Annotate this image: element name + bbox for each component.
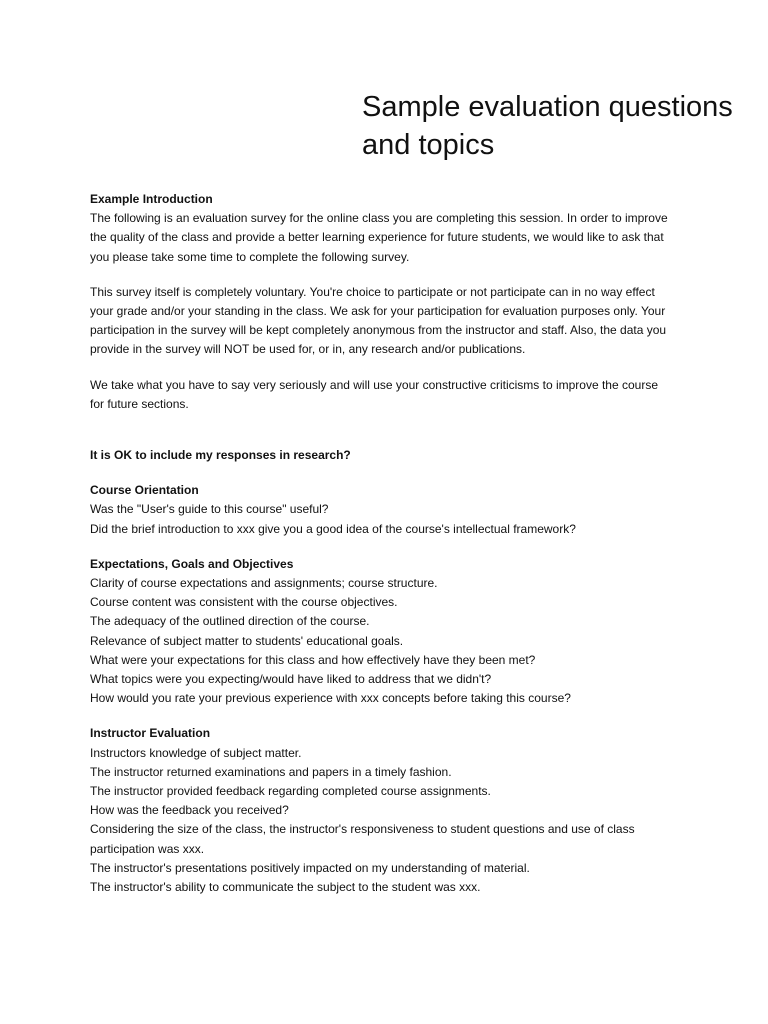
list-item: The instructor provided feedback regarding completed course assignments.: [90, 784, 491, 799]
list-item: What topics were you expecting/would have liked to address that we didn't?: [90, 672, 492, 687]
document-body: [90, 190, 675, 897]
list-item: Clarity of course expectations and assignments; course structure.: [90, 576, 438, 591]
list-item: The instructor returned examinations and papers in a timely fashion.: [90, 764, 452, 779]
research-question: It is OK to include my responses in research?: [90, 448, 351, 463]
list-item: Did the brief introduction to xxx give you a good idea of the course's intellectual framework?: [90, 521, 576, 536]
intro-heading: Example Introduction: [90, 192, 213, 206]
list-item: What were your expectations for this class and how effectively have they been met?: [90, 652, 536, 667]
section-heading-course-orientation: Course Orientation: [90, 483, 199, 498]
intro-paragraph-1: The following is an evaluation survey for the online class you are completing this session. In order to improve the quality of the class and provide a better learning experience for future students, we would like to ask that you please take some time to complete the following survey.: [90, 211, 668, 264]
list-item: The instructor's ability to communicate the subject to the student was xxx.: [90, 880, 481, 895]
list-item: How would you rate your previous experience with xxx concepts before taking this course?: [90, 691, 571, 706]
list-item: Considering the size of the class, the instructor's responsiveness to student questions and use of class participation was xxx.: [90, 822, 635, 856]
page-title: Sample evaluation questions and topics: [362, 91, 733, 161]
intro-paragraph-2: This survey itself is completely voluntary. You're choice to participate or not participate can in no way effect your grade and/or your standing in the class. We ask for your participation for evaluation purposes only. Your participation in the survey will be kept completely anonymous from the instructor and staff. Also, the data you provide in the survey will NOT be used for, or in, any research and/or publications.: [90, 284, 667, 357]
list-item: Course content was consistent with the course objectives.: [90, 595, 398, 610]
list-item: The adequacy of the outlined direction of the course.: [90, 614, 370, 629]
section-heading-instructor-evaluation: Instructor Evaluation: [90, 726, 211, 741]
section-heading-expectations: Expectations, Goals and Objectives: [90, 556, 294, 571]
list-item: Relevance of subject matter to students' educational goals.: [90, 633, 404, 648]
intro-paragraph-3: We take what you have to say very seriously and will use your constructive criticisms to improve the course for future sections.: [90, 377, 659, 411]
list-item: The instructor's presentations positively impacted on my understanding of material.: [90, 860, 530, 875]
list-item: How was the feedback you received?: [90, 803, 289, 818]
list-item: Was the "User's guide to this course" useful?: [90, 502, 329, 517]
list-item: Instructors knowledge of subject matter.: [90, 745, 302, 760]
